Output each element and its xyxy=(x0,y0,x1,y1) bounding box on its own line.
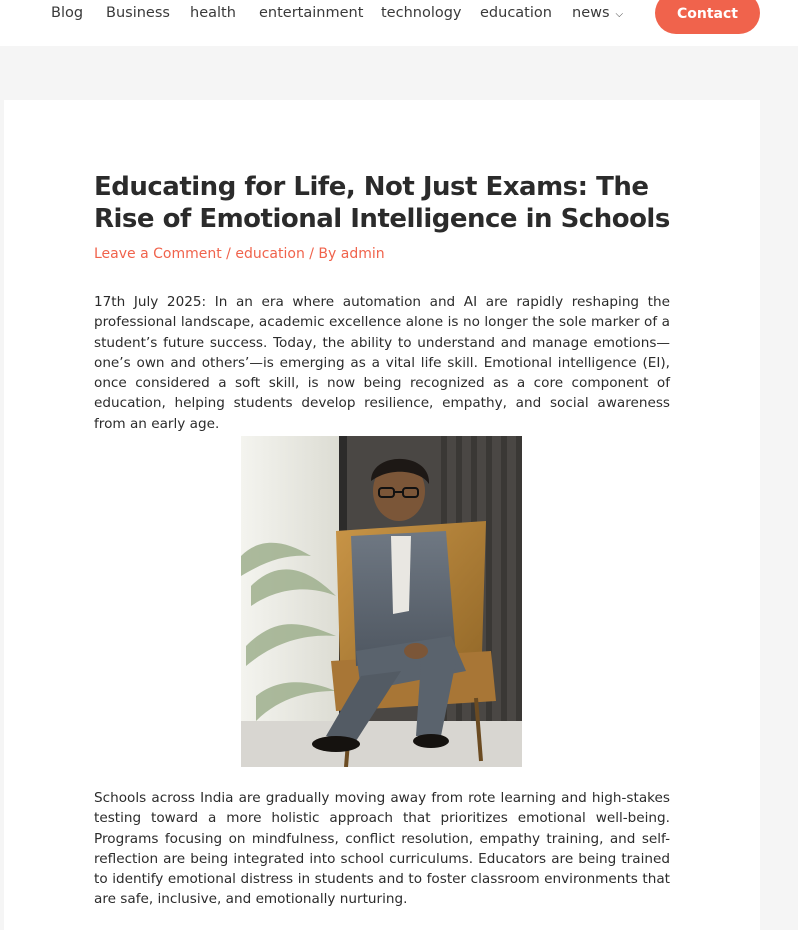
leave-comment-link[interactable]: Leave a Comment xyxy=(94,246,222,262)
article-paragraph-1: 17th July 2025: In an era where automation and AI are rapidly reshaping the professional landscape, academic excellence alone is no longer the sole marker of a student’s future success. Today, the ability to understand and manage emotions—one’s own and others’—is emerging as a vital life skill. Emotional intelligence (EI), once considered a soft skill, is now being recognized as a core component of education, helping students develop resilience, empathy, and social awareness from an early age. xyxy=(94,294,670,432)
nav-item-news[interactable] xyxy=(572,5,623,21)
article-photo xyxy=(241,436,522,767)
meta-separator: / xyxy=(221,246,236,262)
nav-item-education[interactable]: education xyxy=(480,5,552,21)
meta-by-label: / By xyxy=(304,246,341,262)
category-link[interactable]: education xyxy=(235,246,305,262)
nav-item-entertainment[interactable]: entertainment xyxy=(259,5,364,21)
contact-button[interactable]: Contact xyxy=(655,0,760,34)
article-paragraph-2: Schools across India are gradually moving away from rote learning and high-stakes testing toward a more holistic approach that prioritizes emotional well-being. Programs focusing on mindfulness, conflict resolution, empathy training, and self-reflection are being integrated into school curriculums. Educators are being trained to identify emotional distress in students and to foster classroom environments that are safe, inclusive, and emotionally nurturing. xyxy=(94,790,670,908)
article-title: Educating for Life, Not Just Exams: The Rise of Emotional Intelligence in Schools xyxy=(94,172,670,234)
nav-item-technology[interactable]: technology xyxy=(381,5,462,21)
nav-item-business[interactable]: Business xyxy=(106,5,170,21)
nav-item-news-label: news xyxy=(572,5,610,21)
author-link[interactable]: admin xyxy=(340,246,385,262)
article-meta xyxy=(94,246,385,262)
nav-item-blog[interactable]: Blog xyxy=(51,5,84,21)
site-header xyxy=(0,0,798,46)
main-nav xyxy=(0,0,798,30)
nav-item-health[interactable]: health xyxy=(190,5,236,21)
chevron-down-icon: ⌵ xyxy=(615,9,624,20)
portrait-illustration xyxy=(241,436,522,767)
